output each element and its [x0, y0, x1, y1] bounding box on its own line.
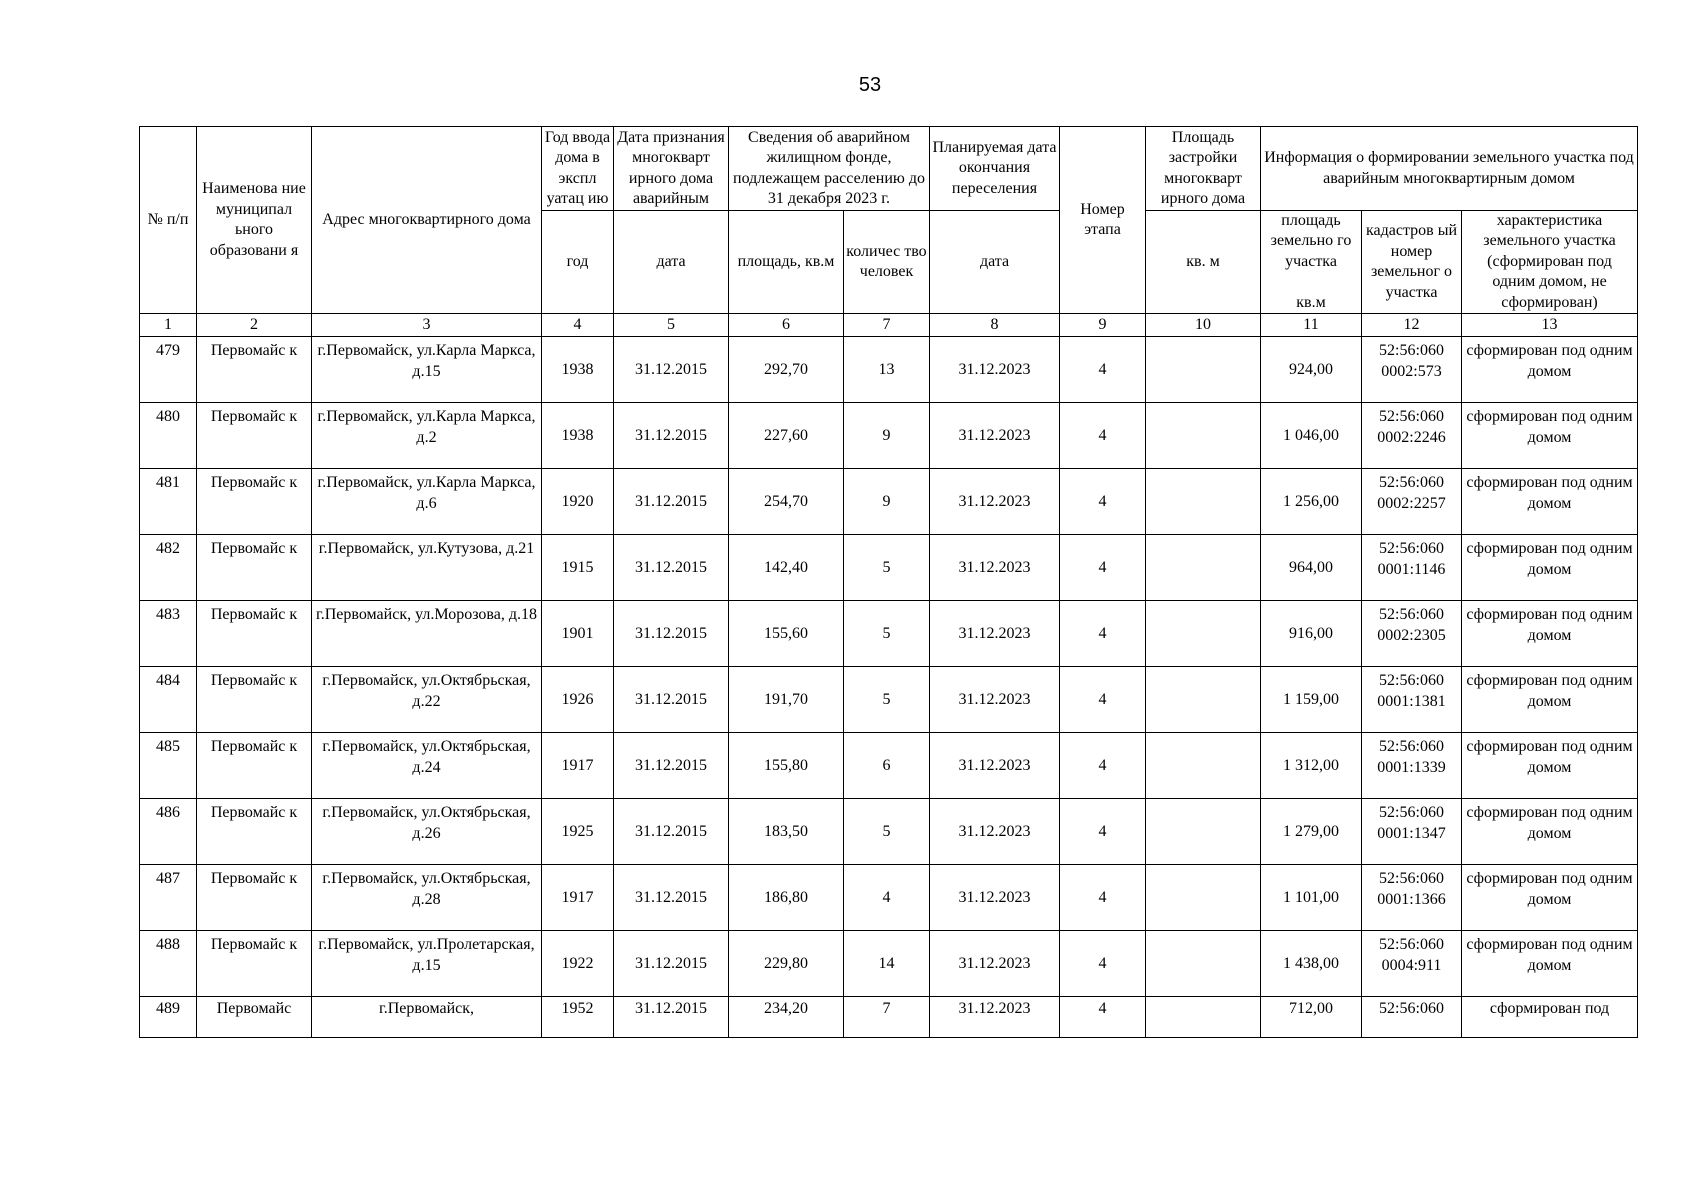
cadastral-cell: 52:56:060 0001:1347: [1362, 799, 1462, 865]
building-area-cell: [1146, 667, 1261, 733]
cadastral-cell: 52:56:060 0001:1366: [1362, 865, 1462, 931]
building-area-cell: [1146, 997, 1261, 1038]
planned-date-cell: 31.12.2023: [930, 403, 1060, 469]
column-number: 4: [542, 314, 614, 337]
land-area-cell: 1 256,00: [1261, 469, 1362, 535]
address-cell: г.Первомайск, ул.Карла Маркса, д.6: [312, 469, 542, 535]
header-building-area: Площадь застройки многокварт ирного дома: [1146, 127, 1261, 211]
area-cell: 142,40: [729, 535, 844, 601]
planned-date-cell: 31.12.2023: [930, 733, 1060, 799]
table-row: [140, 469, 1638, 535]
planned-date-cell: 31.12.2023: [930, 667, 1060, 733]
column-number: 9: [1060, 314, 1146, 337]
header-year: Год ввода дома в экспл уатац ию: [542, 127, 614, 211]
people-cell: 14: [844, 931, 930, 997]
characteristic-cell: сформирован под одним домом: [1462, 865, 1638, 931]
recognition-date-cell: 31.12.2015: [614, 469, 729, 535]
characteristic-cell: сформирован под одним домом: [1462, 469, 1638, 535]
header-recognition-date: Дата признания многокварт ирного дома аварийным: [614, 127, 729, 211]
row-number: 483: [140, 601, 197, 667]
column-number: 13: [1462, 314, 1638, 337]
area-cell: 227,60: [729, 403, 844, 469]
municipality-cell: Первомайс к: [197, 535, 312, 601]
stage-cell: 4: [1060, 733, 1146, 799]
characteristic-cell: сформирован под одним домом: [1462, 799, 1638, 865]
land-area-cell: 1 312,00: [1261, 733, 1362, 799]
header-emergency-fund-group: Сведения об аварийном жилищном фонде, подлежащем расселению до 31 декабря 2023 г.: [729, 127, 930, 211]
header-address: Адрес многоквартирного дома: [312, 127, 542, 314]
table-row: [140, 799, 1638, 865]
year-cell: 1920: [542, 469, 614, 535]
table-row: [140, 865, 1638, 931]
address-cell: г.Первомайск, ул.Морозова, д.18: [312, 601, 542, 667]
municipality-cell: Первомайс к: [197, 601, 312, 667]
stage-cell: 4: [1060, 997, 1146, 1038]
area-cell: 186,80: [729, 865, 844, 931]
column-number: 11: [1261, 314, 1362, 337]
people-cell: 7: [844, 997, 930, 1038]
stage-cell: 4: [1060, 469, 1146, 535]
cadastral-cell: 52:56:060 0001:1381: [1362, 667, 1462, 733]
table-row: [140, 667, 1638, 733]
land-area-cell: 1 101,00: [1261, 865, 1362, 931]
land-area-cell: 924,00: [1261, 337, 1362, 403]
municipality-cell: Первомайс к: [197, 931, 312, 997]
cadastral-cell: 52:56:060 0002:573: [1362, 337, 1462, 403]
address-cell: г.Первомайск, ул.Карла Маркса, д.2: [312, 403, 542, 469]
characteristic-cell: сформирован под одним домом: [1462, 931, 1638, 997]
year-cell: 1922: [542, 931, 614, 997]
header-characteristic: характеристика земельного участка (сформирован под одним домом, не сформирован): [1462, 211, 1638, 314]
people-cell: 5: [844, 799, 930, 865]
recognition-date-cell: 31.12.2015: [614, 865, 729, 931]
land-area-cell: 916,00: [1261, 601, 1362, 667]
recognition-date-cell: 31.12.2015: [614, 337, 729, 403]
recognition-date-cell: 31.12.2015: [614, 799, 729, 865]
planned-date-cell: 31.12.2023: [930, 469, 1060, 535]
people-cell: 4: [844, 865, 930, 931]
header-planned-date: Планируемая дата окончания переселения: [930, 127, 1060, 211]
planned-date-cell: 31.12.2023: [930, 799, 1060, 865]
column-number: 12: [1362, 314, 1462, 337]
area-cell: 234,20: [729, 997, 844, 1038]
row-number: 484: [140, 667, 197, 733]
area-cell: 155,80: [729, 733, 844, 799]
people-cell: 13: [844, 337, 930, 403]
row-number: 488: [140, 931, 197, 997]
people-cell: 6: [844, 733, 930, 799]
address-cell: г.Первомайск,: [312, 997, 542, 1038]
characteristic-cell: сформирован под: [1462, 997, 1638, 1038]
municipality-cell: Первомайс к: [197, 667, 312, 733]
planned-date-cell: 31.12.2023: [930, 535, 1060, 601]
stage-cell: 4: [1060, 667, 1146, 733]
municipality-cell: Первомайс к: [197, 733, 312, 799]
row-number: 481: [140, 469, 197, 535]
column-number-row: [140, 314, 1638, 337]
cadastral-cell: 52:56:060 0001:1146: [1362, 535, 1462, 601]
land-area-cell: 1 438,00: [1261, 931, 1362, 997]
planned-date-cell: 31.12.2023: [930, 601, 1060, 667]
year-cell: 1917: [542, 733, 614, 799]
area-cell: 191,70: [729, 667, 844, 733]
address-cell: г.Первомайск, ул.Октябрьская, д.22: [312, 667, 542, 733]
stage-cell: 4: [1060, 601, 1146, 667]
table-row: [140, 733, 1638, 799]
land-area-cell: 1 159,00: [1261, 667, 1362, 733]
area-cell: 292,70: [729, 337, 844, 403]
row-number: 480: [140, 403, 197, 469]
table-row: [140, 403, 1638, 469]
year-cell: 1917: [542, 865, 614, 931]
building-area-cell: [1146, 799, 1261, 865]
recognition-date-cell: 31.12.2015: [614, 403, 729, 469]
table-body: [140, 337, 1638, 1038]
header-people-unit: количес тво человек: [844, 211, 930, 314]
recognition-date-cell: 31.12.2015: [614, 667, 729, 733]
people-cell: 9: [844, 403, 930, 469]
municipality-cell: Первомайс к: [197, 799, 312, 865]
column-number: 8: [930, 314, 1060, 337]
characteristic-cell: сформирован под одним домом: [1462, 733, 1638, 799]
table-row: [140, 337, 1638, 403]
stage-cell: 4: [1060, 799, 1146, 865]
table-row: [140, 931, 1638, 997]
address-cell: г.Первомайск, ул.Карла Маркса, д.15: [312, 337, 542, 403]
characteristic-cell: сформирован под одним домом: [1462, 667, 1638, 733]
characteristic-cell: сформирован под одним домом: [1462, 403, 1638, 469]
building-area-cell: [1146, 403, 1261, 469]
page-number: 53: [858, 74, 882, 96]
year-cell: 1915: [542, 535, 614, 601]
area-cell: 229,80: [729, 931, 844, 997]
row-number: 479: [140, 337, 197, 403]
address-cell: г.Первомайск, ул.Октябрьская, д.26: [312, 799, 542, 865]
stage-cell: 4: [1060, 535, 1146, 601]
column-number: 3: [312, 314, 542, 337]
address-cell: г.Первомайск, ул.Октябрьская, д.24: [312, 733, 542, 799]
column-number: 1: [140, 314, 197, 337]
recognition-date-cell: 31.12.2015: [614, 733, 729, 799]
cadastral-cell: 52:56:060 0001:1339: [1362, 733, 1462, 799]
building-area-cell: [1146, 931, 1261, 997]
recognition-date-cell: 31.12.2015: [614, 535, 729, 601]
recognition-date-cell: 31.12.2015: [614, 997, 729, 1038]
recognition-date-cell: 31.12.2015: [614, 931, 729, 997]
stage-cell: 4: [1060, 931, 1146, 997]
municipality-cell: Первомайс к: [197, 337, 312, 403]
row-number: 489: [140, 997, 197, 1038]
column-number: 5: [614, 314, 729, 337]
header-municipality: Наименова ние муниципал ьного образовани я: [197, 127, 312, 314]
area-cell: 254,70: [729, 469, 844, 535]
characteristic-cell: сформирован под одним домом: [1462, 337, 1638, 403]
recognition-date-cell: 31.12.2015: [614, 601, 729, 667]
table-row: [140, 997, 1638, 1038]
row-number: 486: [140, 799, 197, 865]
header-cadastral: кадастров ый номер земельног о участка: [1362, 211, 1462, 314]
building-area-cell: [1146, 601, 1261, 667]
planned-date-cell: 31.12.2023: [930, 865, 1060, 931]
header-building-area-unit: кв. м: [1146, 211, 1261, 314]
building-area-cell: [1146, 865, 1261, 931]
building-area-cell: [1146, 469, 1261, 535]
year-cell: 1925: [542, 799, 614, 865]
cadastral-cell: 52:56:060 0004:911: [1362, 931, 1462, 997]
land-area-cell: 1 046,00: [1261, 403, 1362, 469]
characteristic-cell: сформирован под одним домом: [1462, 601, 1638, 667]
municipality-cell: Первомайс к: [197, 865, 312, 931]
header-land-area: площадь земельно го участка кв.м: [1261, 211, 1362, 314]
row-number: 482: [140, 535, 197, 601]
building-area-cell: [1146, 337, 1261, 403]
planned-date-cell: 31.12.2023: [930, 337, 1060, 403]
column-number: 10: [1146, 314, 1261, 337]
land-area-cell: 1 279,00: [1261, 799, 1362, 865]
planned-date-cell: 31.12.2023: [930, 931, 1060, 997]
column-number: 6: [729, 314, 844, 337]
stage-cell: 4: [1060, 865, 1146, 931]
column-number: 7: [844, 314, 930, 337]
cadastral-cell: 52:56:060: [1362, 997, 1462, 1038]
year-cell: 1926: [542, 667, 614, 733]
stage-cell: 4: [1060, 403, 1146, 469]
people-cell: 5: [844, 667, 930, 733]
housing-registry-table: [139, 126, 1638, 1038]
people-cell: 9: [844, 469, 930, 535]
year-cell: 1938: [542, 403, 614, 469]
header-date-unit: дата: [614, 211, 729, 314]
area-cell: 155,60: [729, 601, 844, 667]
header-number: № п/п: [140, 127, 197, 314]
address-cell: г.Первомайск, ул.Кутузова, д.21: [312, 535, 542, 601]
people-cell: 5: [844, 601, 930, 667]
characteristic-cell: сформирован под одним домом: [1462, 535, 1638, 601]
people-cell: 5: [844, 535, 930, 601]
cadastral-cell: 52:56:060 0002:2246: [1362, 403, 1462, 469]
municipality-cell: Первомайс к: [197, 403, 312, 469]
row-number: 485: [140, 733, 197, 799]
header-planned-date-unit: дата: [930, 211, 1060, 314]
year-cell: 1938: [542, 337, 614, 403]
header-stage: Номер этапа: [1060, 127, 1146, 314]
municipality-cell: Первомайс к: [197, 469, 312, 535]
building-area-cell: [1146, 733, 1261, 799]
header-land-plot-group: Информация о формировании земельного участка под аварийным многоквартирным домом: [1261, 127, 1638, 211]
cadastral-cell: 52:56:060 0002:2305: [1362, 601, 1462, 667]
year-cell: 1952: [542, 997, 614, 1038]
address-cell: г.Первомайск, ул.Октябрьская, д.28: [312, 865, 542, 931]
row-number: 487: [140, 865, 197, 931]
table-row: [140, 601, 1638, 667]
cadastral-cell: 52:56:060 0002:2257: [1362, 469, 1462, 535]
area-cell: 183,50: [729, 799, 844, 865]
municipality-cell: Первомайс: [197, 997, 312, 1038]
header-area-unit: площадь, кв.м: [729, 211, 844, 314]
land-area-cell: 964,00: [1261, 535, 1362, 601]
planned-date-cell: 31.12.2023: [930, 997, 1060, 1038]
building-area-cell: [1146, 535, 1261, 601]
column-number: 2: [197, 314, 312, 337]
year-cell: 1901: [542, 601, 614, 667]
header-year-unit: год: [542, 211, 614, 314]
stage-cell: 4: [1060, 337, 1146, 403]
address-cell: г.Первомайск, ул.Пролетарская, д.15: [312, 931, 542, 997]
land-area-cell: 712,00: [1261, 997, 1362, 1038]
table-row: [140, 535, 1638, 601]
